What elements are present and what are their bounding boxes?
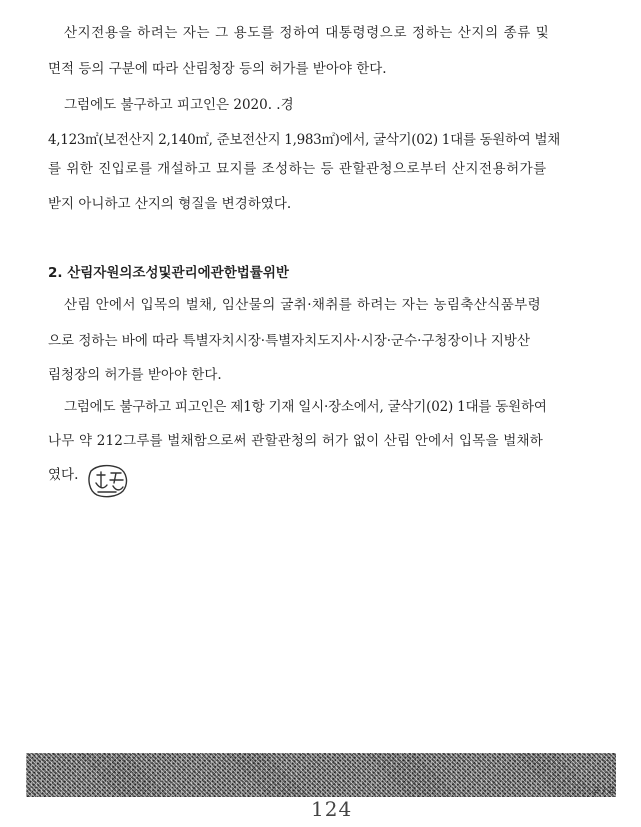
text-line: 산림 안에서 입목의 벌채, 임산물의 굴취·채취를 하려는 자는 농림축산식품부령 [64,297,542,313]
page-number: 124 [311,797,353,821]
text-line: 받지 아니하고 산지의 형질을 변경하였다. [48,196,292,212]
text-line: 4,123㎡(보전산지 2,140㎡, 준보전산지 1,983㎡)에서, 굴삭기(02) 1대를 동원하여 벌채 [48,132,561,148]
text-line: 산지전용을 하려는 자는 그 용도를 정하여 대통령령으로 정하는 산지의 종류 및 [64,25,550,41]
page-count: 2 / 2 [593,786,614,796]
text-line: 그럼에도 불구하고 피고인은 2020. .경 [64,97,294,113]
text-line: 면적 등의 구분에 따라 산림청장 등의 허가를 받아야 한다. [48,61,387,77]
text-line: 그럼에도 불구하고 피고인은 제1항 기재 일시·장소에서, 굴삭기(02) 1대를 동원하여 [64,399,547,415]
section-heading: 2. 산림자원의조성및관리에관한법률위반 [48,265,289,281]
seal-stamp [83,463,133,501]
redacted-footer-band [26,753,616,797]
text-line: 였다. [48,467,79,483]
text-line: 나무 약 212그루를 벌채함으로써 관할관청의 허가 없이 산림 안에서 입목을 벌채하 [48,433,543,449]
text-line: 림청장의 허가를 받아야 한다. [48,367,222,383]
text-line: 를 위한 진입로를 개설하고 묘지를 조성하는 등 관할관청으로부터 산지전용허가를 [48,161,547,177]
text-line: 으로 정하는 바에 따라 특별자치시장·특별자치도지사·시장·군수·구청장이나 지방산 [48,333,531,349]
